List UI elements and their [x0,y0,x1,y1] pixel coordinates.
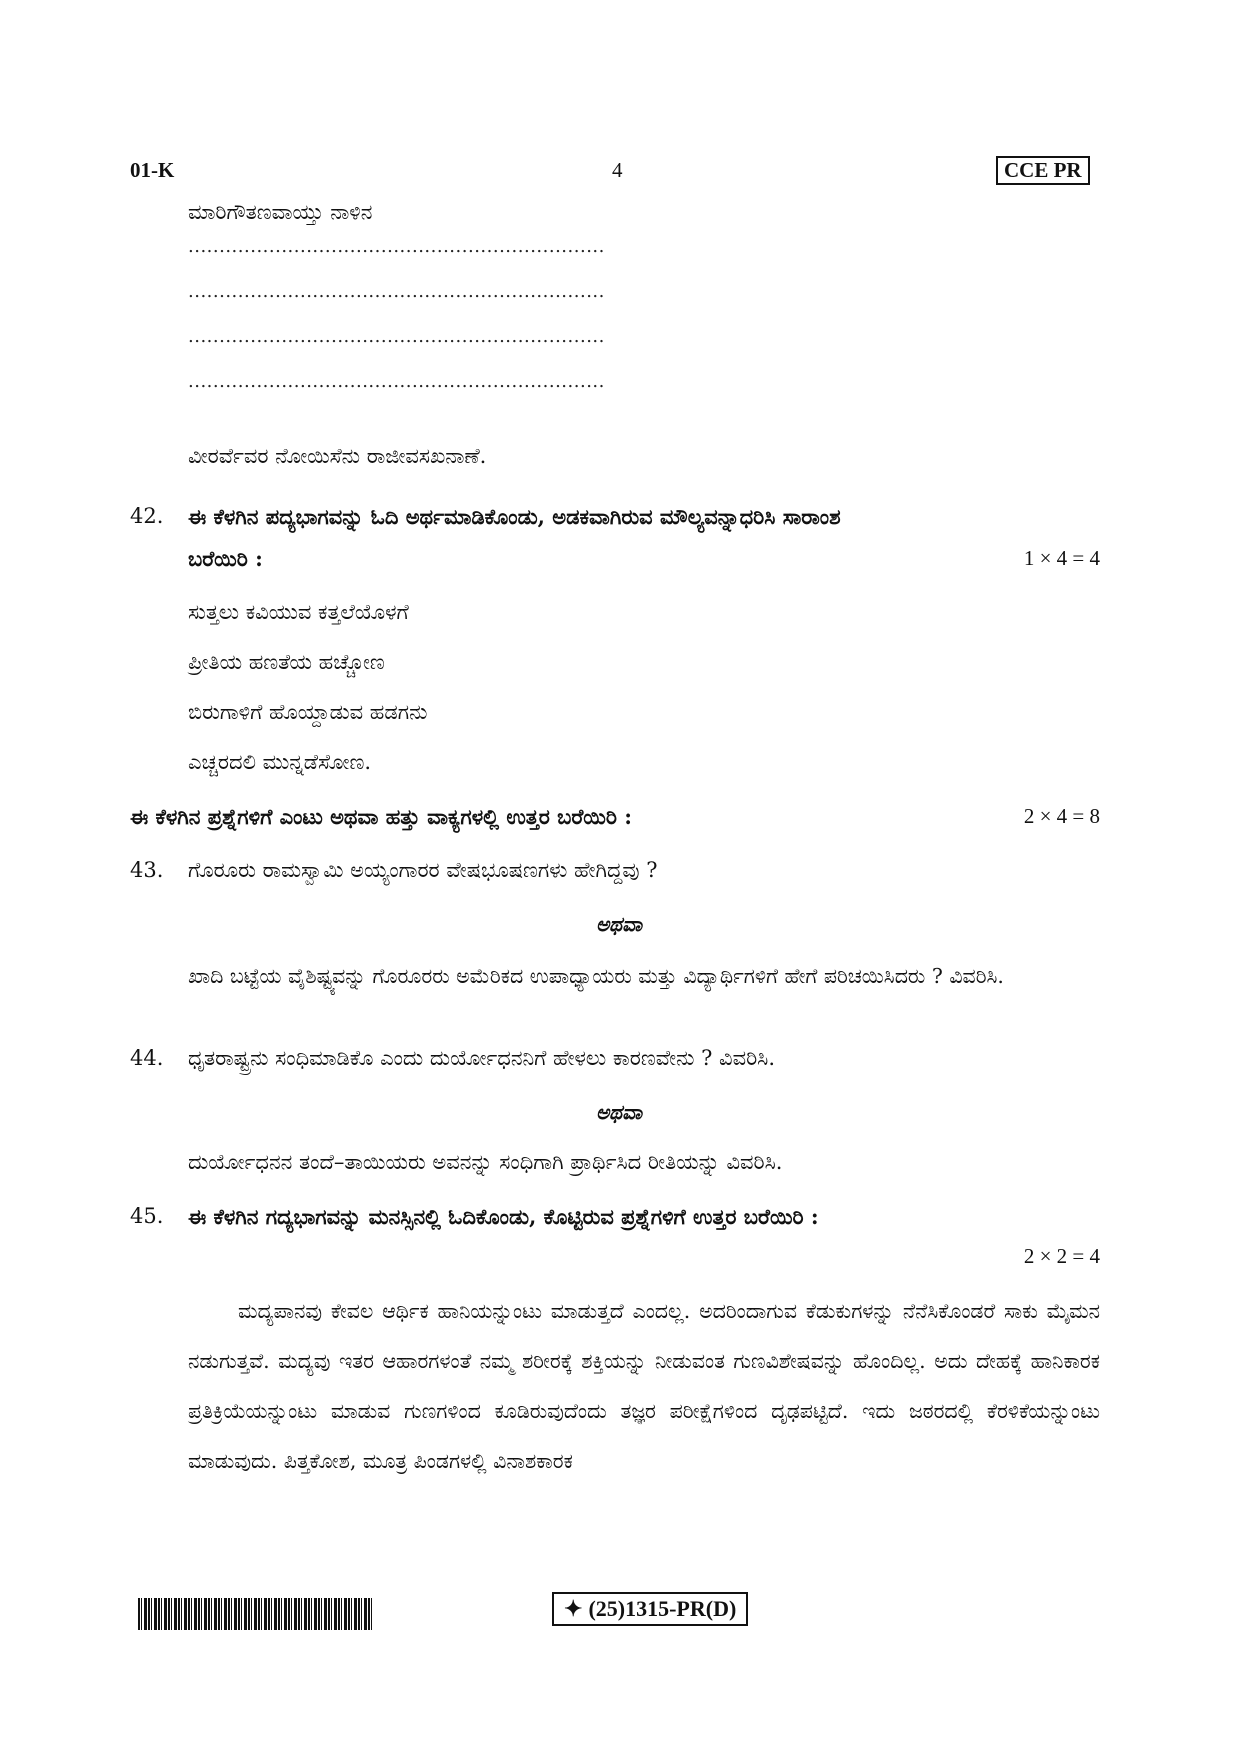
q43-alt: ಖಾದಿ ಬಟ್ಟೆಯ ವೈಶಿಷ್ಟ್ಯವನ್ನು ಗೊರೂರರು ಅಮೆರಿಕದ ಉಪಾಧ್ಯಾಯರು ಮತ್ತು ವಿದ್ಯಾರ್ಥಿಗಳಿಗೆ ಹೇಗೆ ಪರಿಚಯಿಸಿದರು ? ವಿವರಿಸಿ. [188,964,1004,988]
barcode [138,1598,374,1630]
q42-poem-line-3: ಬಿರುಗಾಳಿಗೆ ಹೊಯ್ದಾಡುವ ಹಡಗನು [188,700,428,724]
q42-poem-line-1: ಸುತ್ತಲು ಕವಿಯುವ ಕತ್ತಲೆಯೊಳಗೆ [188,600,409,624]
answer-dotted-line-4: ................................................................... [188,371,605,392]
cce-pr-badge: CCE PR [996,156,1090,185]
q42-poem-line-4: ಎಚ್ಚರದಲಿ ಮುನ್ನಡೆಸೋಣ. [188,750,372,774]
paper-code: 01-K [130,158,175,182]
footer-code-box [552,1592,748,1626]
q44-text: ಧೃತರಾಷ್ಟ್ರನು ಸಂಧಿಮಾಡಿಕೊ ಎಂದು ದುರ್ಯೋಧನನಿಗೆ ಹೇಳಲು ಕಾರಣವೇನು ? ವಿವರಿಸಿ. [188,1046,775,1070]
q44-number: 44. [130,1046,164,1070]
section-marks: 2 × 4 = 8 [1023,804,1100,828]
q44-alt: ದುರ್ಯೋಧನನ ತಂದೆ–ತಾಯಿಯರು ಅವನನ್ನು ಸಂಧಿಗಾಗಿ ಪ್ರಾರ್ಥಿಸಿದ ರೀತಿಯನ್ನು ವಿವರಿಸಿ. [188,1150,783,1174]
q42-text-cont: ಬರೆಯಿರಿ : [188,546,263,571]
page-number: 4 [612,158,623,182]
q43-text: ಗೊರೂರು ರಾಮಸ್ವಾಮಿ ಅಯ್ಯಂಗಾರರ ವೇಷಭೂಷಣಗಳು ಹೇಗಿದ್ದವು ? [188,858,658,882]
star-icon: ✦ [564,1596,583,1621]
q42-poem-line-2: ಪ್ರೀತಿಯ ಹಣತೆಯ ಹಚ್ಚೋಣ [188,650,385,674]
q45-text: ಈ ಕೆಳಗಿನ ಗದ್ಯಭಾಗವನ್ನು ಮನಸ್ಸಿನಲ್ಲಿ ಓದಿಕೊಂಡು, ಕೊಟ್ಟಿರುವ ಪ್ರಶ್ನೆಗಳಿಗೆ ಉತ್ತರ ಬರೆಯಿರಿ : [188,1204,819,1229]
q45-passage: ಮದ್ಯಪಾನವು ಕೇವಲ ಆರ್ಥಿಕ ಹಾನಿಯನ್ನುಂಟು ಮಾಡುತ್ತದೆ ಎಂದಲ್ಲ. ಅದರಿಂದಾಗುವ ಕೆಡುಕುಗಳನ್ನು ನೆನೆಸಿಕೊಂಡರೆ ಸಾಕು ಮೈಮನ ನಡುಗುತ್ತವೆ. ಮದ್ಯವು ಇತರ ಆಹಾರಗಳಂತೆ ನಮ್ಮ ಶರೀರಕ್ಕೆ ಶಕ್ತಿಯನ್ನು ನೀಡುವಂತ ಗುಣವಿಶೇಷವನ್ನು ಹೊಂದಿಲ್ಲ. ಅದು ದೇಹಕ್ಕೆ ಹಾನಿಕಾರಕ ಪ್ರತಿಕ್ರಿಯೆಯನ್ನುಂಟು ಮಾಡುವ ಗುಣಗಳಿಂದ ಕೂಡಿರುವುದೆಂದು ತಜ್ಞರ ಪರೀಕ್ಷೆಗಳಿಂದ ದೃಢಪಟ್ಟಿದೆ. ಇದು ಜಠರದಲ್ಲಿ ಕೆರಳಿಕೆಯನ್ನುಂಟು ಮಾಡುವುದು. ಪಿತ್ತಕೋಶ, ಮೂತ್ರ ಪಿಂಡಗಳಲ್ಲಿ ವಿನಾಶಕಾರಕ [188,1299,1100,1473]
q43-or: ಅಥವಾ [596,912,642,936]
q45-number: 45. [130,1204,164,1228]
footer-code: (25)1315-PR(D) [588,1596,737,1621]
poem-first-line: ಮಾರಿಗೌತಣವಾಯ್ತು ನಾಳಿನ [188,200,373,224]
q42-text: ಈ ಕೆಳಗಿನ ಪದ್ಯಭಾಗವನ್ನು ಓದಿ ಅರ್ಥಮಾಡಿಕೊಂಡು, ಅಡಕವಾಗಿರುವ ಮೌಲ್ಯವನ್ನಾಧರಿಸಿ ಸಾರಾಂಶ [188,504,841,529]
answer-dotted-line-1: ................................................................... [188,236,605,257]
q45-marks: 2 × 2 = 4 [1023,1244,1100,1268]
poem-last-line: ವೀರರ್ವೆವರ ನೋಯಿಸೆನು ರಾಜೀವಸಖನಾಣೆ. [188,444,487,468]
q44-or: ಅಥವಾ [596,1100,642,1124]
q43-number: 43. [130,858,164,882]
q42-number: 42. [130,504,164,528]
answer-dotted-line-2: ................................................................... [188,281,605,302]
answer-dotted-line-3: ................................................................... [188,326,605,347]
section-instruction: ಈ ಕೆಳಗಿನ ಪ್ರಶ್ನೆಗಳಿಗೆ ಎಂಟು ಅಥವಾ ಹತ್ತು ವಾಕ್ಯಗಳಲ್ಲಿ ಉತ್ತರ ಬರೆಯಿರಿ : [130,804,632,829]
q42-marks: 1 × 4 = 4 [1023,546,1100,570]
